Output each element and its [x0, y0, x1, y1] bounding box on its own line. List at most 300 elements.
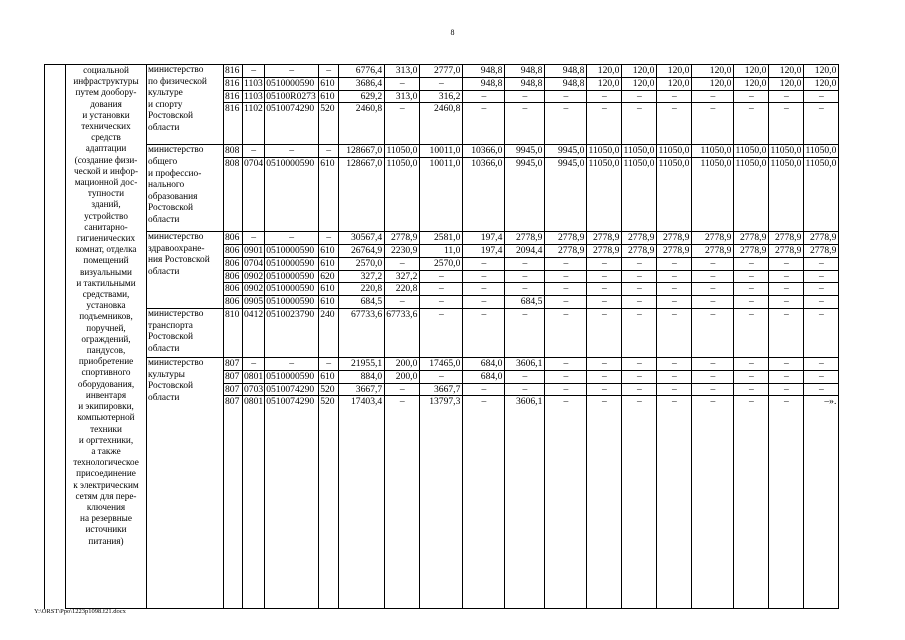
description-line: установка	[86, 300, 126, 311]
value-cell: 11050,0	[622, 158, 657, 232]
grbs-code-cell: 808	[224, 145, 243, 158]
grbs-code-cell: 806	[224, 283, 243, 296]
description-line: на резервные	[80, 513, 132, 524]
total-amount-cell: 3667,7	[339, 383, 385, 396]
value-cell: –	[505, 257, 545, 270]
value-cell: –	[545, 383, 587, 396]
value-cell: 684,0	[463, 357, 505, 370]
value-cell: 11050,0	[657, 158, 692, 232]
value-cell: 2460,8	[420, 103, 463, 145]
org-name-line: здравоохране-	[148, 243, 205, 254]
value-cell: 2777,0	[420, 65, 463, 78]
value-cell: 2778,9	[545, 244, 587, 257]
grbs-code-cell: 816	[224, 77, 243, 90]
org-name-line: Ростовской	[148, 381, 194, 392]
value-cell: –	[692, 90, 734, 103]
value-cell: 313,0	[385, 65, 420, 78]
description-line: пандусов,	[86, 345, 126, 356]
value-cell: –	[657, 308, 692, 357]
description-line: присоединение	[76, 468, 136, 479]
value-cell: –	[804, 357, 839, 370]
value-cell: 120,0	[692, 65, 734, 78]
expense-type-cell: –	[319, 357, 339, 370]
value-cell: –	[463, 103, 505, 145]
value-cell: –».	[804, 396, 839, 609]
description-line: ключения	[86, 501, 126, 512]
org-name-line: области	[148, 266, 180, 277]
value-cell: 948,8	[545, 65, 587, 78]
target-article-cell: 0510000590	[265, 283, 319, 296]
value-cell: 11050,0	[769, 158, 804, 232]
value-cell: –	[587, 103, 622, 145]
description-line: техники	[90, 423, 122, 434]
value-cell: 2778,9	[692, 232, 734, 245]
value-cell: 11050,0	[692, 145, 734, 158]
section-code-cell: 1103	[244, 90, 263, 102]
value-cell: –	[587, 396, 622, 609]
value-cell: –	[587, 257, 622, 270]
value-cell: –	[622, 103, 657, 145]
value-cell: –	[734, 383, 769, 396]
value-cell: 2778,9	[622, 244, 657, 257]
value-cell: –	[769, 308, 804, 357]
description-line: компьютерной	[77, 412, 135, 423]
total-amount-cell: 30567,4	[339, 232, 385, 245]
value-cell: 2778,9	[769, 232, 804, 245]
description-line: ограждений,	[81, 333, 131, 344]
org-name-line: министерство	[148, 145, 204, 156]
org-name-line: по физической	[148, 76, 207, 87]
value-cell: –	[463, 283, 505, 296]
value-cell: –	[734, 357, 769, 370]
value-cell: –	[734, 103, 769, 145]
value-cell: –	[505, 270, 545, 283]
value-cell: –	[692, 283, 734, 296]
value-cell: 13797,3	[420, 396, 463, 609]
value-cell: –	[463, 396, 505, 609]
value-cell: 67733,6	[385, 308, 420, 357]
target-article-cell: 0510000590	[265, 370, 319, 383]
org-name-line: культуре	[148, 88, 183, 99]
value-cell: –	[657, 257, 692, 270]
table-row	[45, 65, 839, 78]
value-cell: 10366,0	[463, 158, 505, 232]
target-article-cell: 0510000590	[265, 77, 319, 90]
expense-type-cell: 520	[319, 396, 339, 609]
value-cell: –	[420, 308, 463, 357]
value-cell: –	[734, 90, 769, 103]
value-cell: 316,2	[420, 90, 463, 103]
description-line: инвентаря	[85, 389, 127, 400]
section-code-cell: 0901	[244, 244, 264, 256]
value-cell: 120,0	[587, 65, 622, 78]
value-cell: –	[420, 77, 463, 90]
value-cell: 120,0	[657, 77, 692, 90]
description-line: санитарно-	[84, 221, 128, 232]
total-amount-cell: 3686,4	[339, 77, 385, 90]
value-cell: –	[769, 257, 804, 270]
grbs-code-cell: 807	[224, 396, 243, 609]
section-code-cell: 0703	[244, 383, 264, 395]
expense-type-cell: –	[319, 232, 339, 245]
value-cell: 2778,9	[657, 232, 692, 245]
value-cell: 2581,0	[420, 232, 463, 245]
value-cell: –	[622, 257, 657, 270]
section-code-cell: 0704	[244, 257, 264, 269]
section-code-cell: 0905	[244, 296, 264, 308]
value-cell: –	[692, 383, 734, 396]
description-line: питания)	[88, 535, 124, 546]
grbs-code-cell: 806	[224, 296, 243, 309]
org-name-line: и профессио-	[148, 168, 202, 179]
value-cell: –	[657, 283, 692, 296]
total-amount-cell: 629,2	[339, 90, 385, 103]
value-cell: 327,2	[385, 270, 420, 283]
value-cell: –	[804, 308, 839, 357]
section-code-cell: 0902	[244, 283, 264, 295]
value-cell: –	[804, 370, 839, 383]
value-cell: 11050,0	[385, 145, 420, 158]
description-line: средствами,	[82, 289, 130, 300]
value-cell: 120,0	[734, 65, 769, 78]
org-name-line: министерство	[148, 308, 204, 319]
target-article-cell: 0510074290	[265, 103, 319, 145]
value-cell: 948,8	[463, 77, 505, 90]
value-cell: 197,4	[463, 244, 505, 257]
section-code-cell: 0704	[243, 158, 265, 232]
grbs-code-cell: 807	[224, 357, 243, 370]
org-name-line: Ростовской	[148, 203, 194, 214]
expense-type-cell: 520	[319, 103, 339, 145]
table-row	[45, 357, 839, 370]
value-cell: –	[420, 283, 463, 296]
expense-type-cell: 240	[319, 308, 339, 357]
value-cell: 220,8	[385, 283, 420, 296]
value-cell: –	[385, 77, 420, 90]
value-cell: –	[587, 270, 622, 283]
value-cell: 2778,9	[385, 232, 420, 245]
value-cell: –	[769, 270, 804, 283]
value-cell: –	[657, 90, 692, 103]
value-cell: –	[734, 257, 769, 270]
value-cell: –	[769, 103, 804, 145]
expense-type-cell: 610	[319, 370, 339, 383]
description-line: спортивного	[81, 367, 131, 378]
activity-description-cell	[66, 65, 147, 609]
value-cell: 120,0	[734, 77, 769, 90]
description-line: и оргтехники,	[78, 434, 134, 445]
value-cell: –	[545, 296, 587, 309]
description-line: технических	[81, 121, 131, 132]
value-cell: –	[385, 103, 420, 145]
value-cell: –	[622, 296, 657, 309]
value-cell: –	[734, 270, 769, 283]
empty-number-cell	[45, 65, 66, 609]
description-line: комнат, отделка	[75, 244, 137, 255]
value-cell: 2778,9	[769, 244, 804, 257]
expense-type-cell: 610	[319, 296, 339, 309]
value-cell: –	[657, 103, 692, 145]
grbs-code-cell: 806	[224, 244, 243, 257]
value-cell: 948,8	[505, 65, 545, 78]
value-cell: –	[804, 296, 839, 309]
value-cell: 120,0	[769, 65, 804, 78]
value-cell: –	[545, 103, 587, 145]
value-cell: 9945,0	[545, 145, 587, 158]
value-cell: 2778,9	[545, 232, 587, 245]
description-line: приобретение	[78, 356, 134, 367]
section-code-cell: –	[243, 232, 265, 245]
total-amount-cell: 21955,1	[339, 357, 385, 370]
org-name-line: образования	[148, 191, 198, 202]
description-line: и установки	[82, 109, 130, 120]
value-cell: 11050,0	[804, 158, 839, 232]
value-cell: 10366,0	[463, 145, 505, 158]
value-cell: 120,0	[804, 77, 839, 90]
value-cell: –	[463, 308, 505, 357]
value-cell: –	[463, 296, 505, 309]
description-line: ческой и инфор-	[73, 165, 139, 176]
value-cell: –	[769, 383, 804, 396]
org-name-line: Ростовской	[148, 111, 194, 122]
value-cell: 17465,0	[420, 357, 463, 370]
total-amount-cell: 884,0	[339, 370, 385, 383]
value-cell: –	[622, 90, 657, 103]
value-cell: –	[692, 357, 734, 370]
value-cell: 120,0	[587, 77, 622, 90]
description-line: помещений	[83, 255, 129, 266]
value-cell: 11050,0	[734, 145, 769, 158]
total-amount-cell: 17403,4	[339, 396, 385, 609]
target-article-cell: –	[265, 65, 319, 78]
expense-type-cell: 620	[319, 270, 339, 283]
section-code-cell: 0412	[243, 308, 265, 357]
value-cell: 684,5	[505, 296, 545, 309]
section-code-cell: 0801	[244, 370, 264, 382]
grbs-code-cell: 806	[224, 232, 243, 245]
value-cell: –	[545, 257, 587, 270]
value-cell: 948,8	[545, 77, 587, 90]
value-cell: 313,0	[385, 90, 420, 103]
value-cell: 2778,9	[587, 244, 622, 257]
description-line: средств	[91, 132, 121, 143]
value-cell: –	[804, 270, 839, 283]
section-code-cell: –	[243, 65, 265, 78]
value-cell: 2778,9	[692, 244, 734, 257]
description-line: (создание физи-	[74, 154, 138, 165]
target-article-cell: 0510023790	[265, 308, 319, 357]
org-name-line: министерство	[148, 65, 204, 75]
description-line: путем дообору-	[75, 87, 137, 98]
grbs-code-cell: 816	[224, 90, 243, 103]
value-cell: –	[622, 383, 657, 396]
expense-type-cell: –	[319, 65, 339, 78]
value-cell: –	[545, 90, 587, 103]
value-cell: –	[505, 370, 545, 383]
target-article-cell: 0510000590	[265, 244, 319, 257]
org-name-line: области	[148, 122, 180, 133]
table-row	[45, 308, 839, 357]
value-cell: –	[692, 396, 734, 609]
value-cell: –	[769, 283, 804, 296]
value-cell: –	[420, 370, 463, 383]
value-cell: 2570,0	[420, 257, 463, 270]
description-line: подъемников,	[79, 311, 133, 322]
value-cell: –	[804, 257, 839, 270]
value-cell: 10011,0	[420, 158, 463, 232]
value-cell: –	[734, 308, 769, 357]
value-cell: –	[657, 383, 692, 396]
value-cell: –	[587, 357, 622, 370]
value-cell: 948,8	[505, 77, 545, 90]
value-cell: –	[385, 257, 420, 270]
section-code-cell: 0902	[244, 270, 264, 282]
value-cell: 2778,9	[734, 232, 769, 245]
expense-type-cell: 610	[319, 257, 339, 270]
section-code-cell: 1102	[243, 103, 265, 145]
value-cell: 3606,1	[505, 357, 545, 370]
value-cell: –	[734, 283, 769, 296]
executor-org-cell	[147, 65, 224, 145]
value-cell: 11050,0	[734, 158, 769, 232]
org-name-line: министерство	[148, 357, 204, 368]
grbs-code-cell: 816	[224, 103, 243, 145]
grbs-code-cell: 816	[224, 65, 243, 78]
value-cell: 2778,9	[804, 244, 839, 257]
value-cell: 11050,0	[587, 158, 622, 232]
value-cell: 2778,9	[505, 232, 545, 245]
total-amount-cell: 2570,0	[339, 257, 385, 270]
org-name-line: области	[148, 214, 180, 225]
description-line: дования	[90, 98, 122, 109]
executor-org-cell	[147, 357, 224, 608]
total-amount-cell: 220,8	[339, 283, 385, 296]
value-cell: 11050,0	[692, 158, 734, 232]
value-cell: –	[692, 270, 734, 283]
grbs-code-cell: 808	[224, 158, 243, 232]
org-name-line: области	[148, 392, 180, 403]
value-cell: 200,0	[385, 357, 420, 370]
executor-org-cell	[147, 232, 224, 309]
grbs-code-cell: 807	[224, 370, 243, 383]
expense-type-cell: 610	[319, 158, 339, 232]
description-line: визуальными	[80, 266, 132, 277]
target-article-cell: –	[265, 232, 319, 245]
executor-org-cell	[147, 145, 224, 232]
value-cell: 11050,0	[622, 145, 657, 158]
grbs-code-cell: 806	[224, 270, 243, 283]
target-article-cell: 0510000590	[265, 270, 319, 283]
expense-type-cell: –	[319, 145, 339, 158]
value-cell: –	[545, 308, 587, 357]
target-article-cell: 0510074290	[265, 396, 319, 609]
org-name-line: и спорту	[148, 99, 183, 110]
value-cell: 2778,9	[657, 244, 692, 257]
value-cell: –	[692, 308, 734, 357]
grbs-code-cell: 807	[224, 383, 243, 396]
page-number: 8	[450, 28, 455, 37]
target-article-cell: 0510074290	[265, 383, 319, 396]
value-cell: –	[587, 308, 622, 357]
value-cell: 684,0	[463, 370, 505, 383]
budget-table	[44, 64, 839, 609]
value-cell: 120,0	[657, 65, 692, 78]
description-line: источники	[85, 524, 127, 535]
value-cell: –	[622, 357, 657, 370]
description-line: и экипировки,	[78, 401, 134, 412]
target-article-cell: –	[265, 145, 319, 158]
description-line: поручней,	[86, 322, 126, 333]
value-cell: 120,0	[692, 77, 734, 90]
target-article-cell: 0510000590	[265, 158, 319, 232]
org-name-line: нального	[148, 180, 185, 191]
section-code-cell: 1103	[244, 77, 263, 89]
description-line: тупности	[87, 188, 125, 199]
value-cell: –	[769, 90, 804, 103]
org-name-line: министерство	[148, 232, 204, 243]
org-name-line: ния Ростовской	[148, 255, 210, 266]
description-line: мационной дос-	[74, 177, 138, 188]
value-cell: –	[587, 383, 622, 396]
expense-type-cell: 610	[319, 90, 339, 103]
value-cell: 11050,0	[657, 145, 692, 158]
value-cell: 11050,0	[587, 145, 622, 158]
value-cell: –	[804, 103, 839, 145]
total-amount-cell: 128667,0	[339, 145, 385, 158]
value-cell: 2094,4	[505, 244, 545, 257]
value-cell: –	[769, 370, 804, 383]
value-cell: –	[587, 370, 622, 383]
total-amount-cell: 6776,4	[339, 65, 385, 78]
description-line: а также	[91, 445, 121, 456]
org-name-line: культуры	[148, 369, 185, 380]
section-code-cell: –	[243, 145, 265, 158]
grbs-code-cell: 806	[224, 257, 243, 270]
description-line: к электрическим	[73, 479, 139, 490]
value-cell: –	[657, 396, 692, 609]
section-code-cell: –	[243, 357, 265, 370]
value-cell: –	[769, 396, 804, 609]
total-amount-cell: 2460,8	[339, 103, 385, 145]
value-cell: 11050,0	[385, 158, 420, 232]
description-line: сетям для пере-	[75, 490, 137, 501]
value-cell: –	[804, 283, 839, 296]
table-row	[45, 145, 839, 158]
value-cell: –	[505, 283, 545, 296]
description-line: инфраструктуры	[73, 76, 139, 87]
value-cell: 9945,0	[505, 145, 545, 158]
value-cell: –	[463, 383, 505, 396]
value-cell: –	[734, 296, 769, 309]
value-cell: –	[545, 396, 587, 609]
value-cell: 120,0	[622, 65, 657, 78]
expense-type-cell: 610	[319, 244, 339, 257]
value-cell: –	[622, 283, 657, 296]
org-name-line: общего	[148, 156, 178, 167]
value-cell: –	[692, 257, 734, 270]
target-article-cell: 05100R0273	[265, 90, 319, 103]
executor-org-cell	[147, 308, 224, 357]
value-cell: 11,0	[420, 244, 463, 257]
value-cell: –	[545, 283, 587, 296]
value-cell: 120,0	[622, 77, 657, 90]
value-cell: –	[505, 383, 545, 396]
value-cell: 2778,9	[804, 232, 839, 245]
value-cell: 2230,9	[385, 244, 420, 257]
footer-file-path: Y:\ORST\Ppo\1223p1098.f21.docx	[34, 608, 126, 615]
value-cell: –	[545, 357, 587, 370]
value-cell: –	[692, 296, 734, 309]
